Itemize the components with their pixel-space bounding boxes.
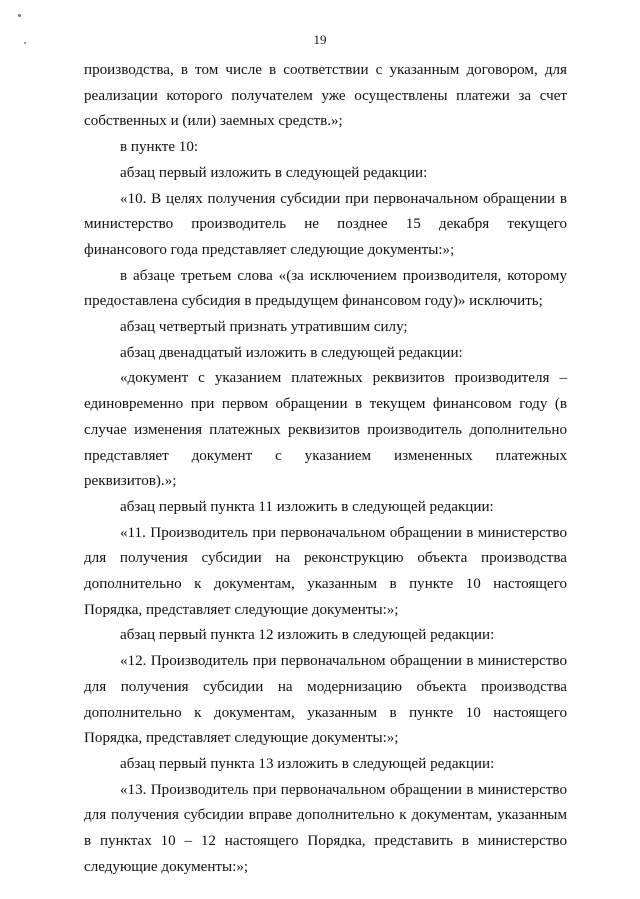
paragraph: абзац первый пункта 12 изложить в следующей редакции: — [120, 627, 495, 644]
paragraph: в абзаце третьем слова «(за исключением производителя, которому предоставлена субсидия в предыдущем финансовом году)» исключить; — [84, 267, 567, 310]
quoted-paragraph: «10. В целях получения субсидии при первоначальном обращении в министерство производитель не позднее 15 декабря текущего финансового года представляет следующие документы:»; — [84, 190, 567, 258]
quoted-paragraph: «документ с указанием платежных реквизитов производителя – единовременно при первом обращении в текущем финансовом году (в случае изменения платежных реквизитов производитель дополнительно представляет документ с указанием измененных платежных реквизитов).»; — [84, 370, 567, 490]
paragraph: абзац четвертый признать утратившим силу; — [120, 319, 408, 336]
quoted-paragraph: «12. Производитель при первоначальном обращении в министерство для получения субсидии на модернизацию объекта производства дополнительно к документам, указанным в пункте 10 настоящего Порядка, представляет следующие документы:»; — [84, 653, 567, 747]
paragraph: абзац первый пункта 13 изложить в следующей редакции: — [120, 755, 495, 772]
quoted-paragraph: «11. Производитель при первоначальном обращении в министерство для получения субсидии на реконструкцию объекта производства дополнительно к документам, указанным в пункте 10 настоящего Порядка, представляет следующие документы:»; — [84, 524, 567, 618]
quoted-paragraph: «13. Производитель при первоначальном обращении в министерство для получения субсидии вправе дополнительно к документам, указанным в пунктах 10 – 12 настоящего Порядка, представить в министерство следующие документы:»; — [84, 781, 567, 875]
paragraph: в пункте 10: — [120, 139, 199, 156]
page-number: 19 — [313, 32, 327, 47]
scan-speck — [18, 14, 21, 17]
paragraph: производства, в том числе в соответствии с указанным договором, для реализации которого получателем уже осуществлены платежи за счет собственных и (или) заемных средств.»; — [84, 62, 567, 130]
document-body — [84, 58, 567, 881]
paragraph: абзац первый пункта 11 изложить в следующей редакции: — [120, 498, 494, 515]
paragraph: абзац двенадцатый изложить в следующей редакции: — [120, 344, 463, 361]
paragraph: абзац первый изложить в следующей редакции: — [120, 164, 428, 181]
